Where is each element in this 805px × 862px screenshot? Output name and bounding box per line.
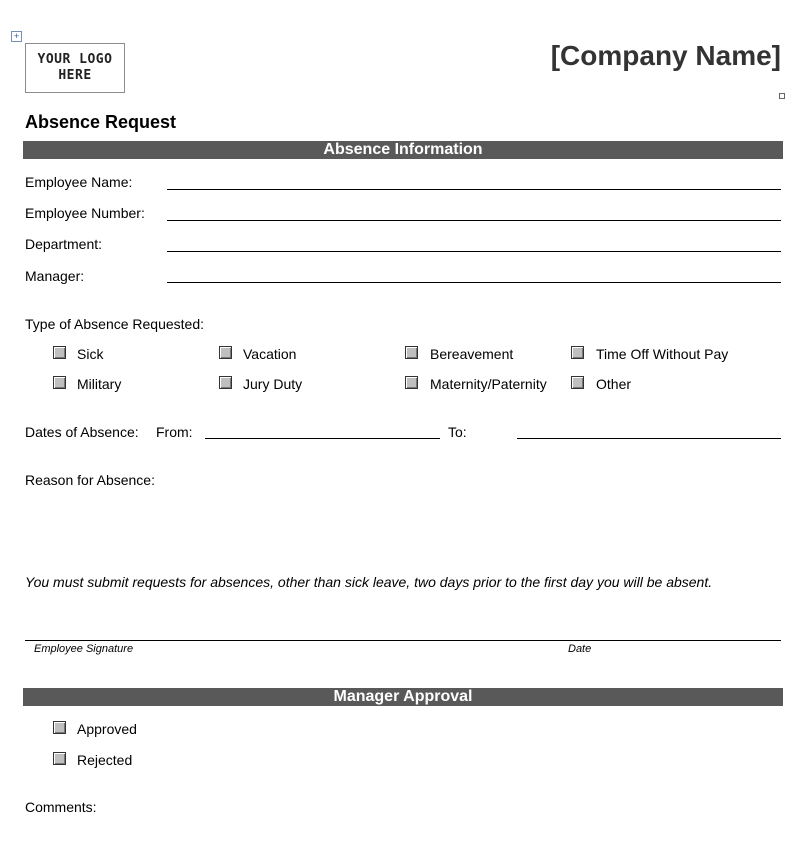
military-option-label: Military <box>77 376 122 392</box>
other-option-label: Other <box>596 376 632 392</box>
department-label: Department: <box>25 236 103 252</box>
rejected-option-label: Rejected <box>77 752 133 768</box>
reason-field[interactable] <box>25 492 781 562</box>
jury-duty-option-label: Jury Duty <box>243 376 303 392</box>
employee-signature-caption: Employee Signature <box>34 643 134 655</box>
signature-line[interactable] <box>25 640 781 641</box>
date-caption: Date <box>568 643 592 655</box>
maternity-paternity-checkbox[interactable] <box>405 376 418 389</box>
manager-approval-header: Manager Approval <box>23 688 783 706</box>
other-checkbox[interactable] <box>571 376 584 389</box>
jury-duty-checkbox[interactable] <box>219 376 232 389</box>
manager-label: Manager: <box>25 268 85 284</box>
absence-type-label: Type of Absence Requested: <box>25 316 205 332</box>
logo-line-2: HERE <box>58 68 92 83</box>
dates-of-absence-label: Dates of Absence: <box>25 424 139 440</box>
submission-notice: You must submit requests for absences, other than sick leave, two days prior to the first day you will be absent. <box>25 574 713 590</box>
from-date-field[interactable] <box>205 438 440 439</box>
table-resize-handle[interactable] <box>779 93 785 99</box>
form-title: Absence Request <box>25 112 177 132</box>
bereavement-checkbox[interactable] <box>405 346 418 359</box>
approved-option-label: Approved <box>77 721 137 737</box>
to-label: To: <box>448 424 467 440</box>
from-label: From: <box>156 424 193 440</box>
employee-number-field[interactable] <box>167 220 781 221</box>
manager-field[interactable] <box>167 282 781 283</box>
employee-name-field[interactable] <box>167 189 781 190</box>
logo-placeholder <box>25 43 125 93</box>
table-move-handle[interactable]: + <box>11 31 22 42</box>
approved-checkbox[interactable] <box>53 721 66 734</box>
employee-number-label: Employee Number: <box>25 205 145 221</box>
rejected-checkbox[interactable] <box>53 752 66 765</box>
reason-label: Reason for Absence: <box>25 472 155 488</box>
time-off-without-pay-option-label: Time Off Without Pay <box>596 346 729 362</box>
sick-checkbox[interactable] <box>53 346 66 359</box>
time-off-without-pay-checkbox[interactable] <box>571 346 584 359</box>
employee-name-label: Employee Name: <box>25 174 133 190</box>
company-name: [Company Name] <box>550 40 781 71</box>
comments-field[interactable] <box>25 818 781 856</box>
absence-information-header: Absence Information <box>23 141 783 159</box>
sick-option-label: Sick <box>77 346 104 362</box>
to-date-field[interactable] <box>517 438 781 439</box>
department-field[interactable] <box>167 251 781 252</box>
logo-line-1: YOUR LOGO <box>37 52 113 67</box>
vacation-checkbox[interactable] <box>219 346 232 359</box>
comments-label: Comments: <box>25 799 97 815</box>
bereavement-option-label: Bereavement <box>430 346 514 362</box>
maternity-paternity-option-label: Maternity/Paternity <box>430 376 547 392</box>
vacation-option-label: Vacation <box>243 346 297 362</box>
military-checkbox[interactable] <box>53 376 66 389</box>
